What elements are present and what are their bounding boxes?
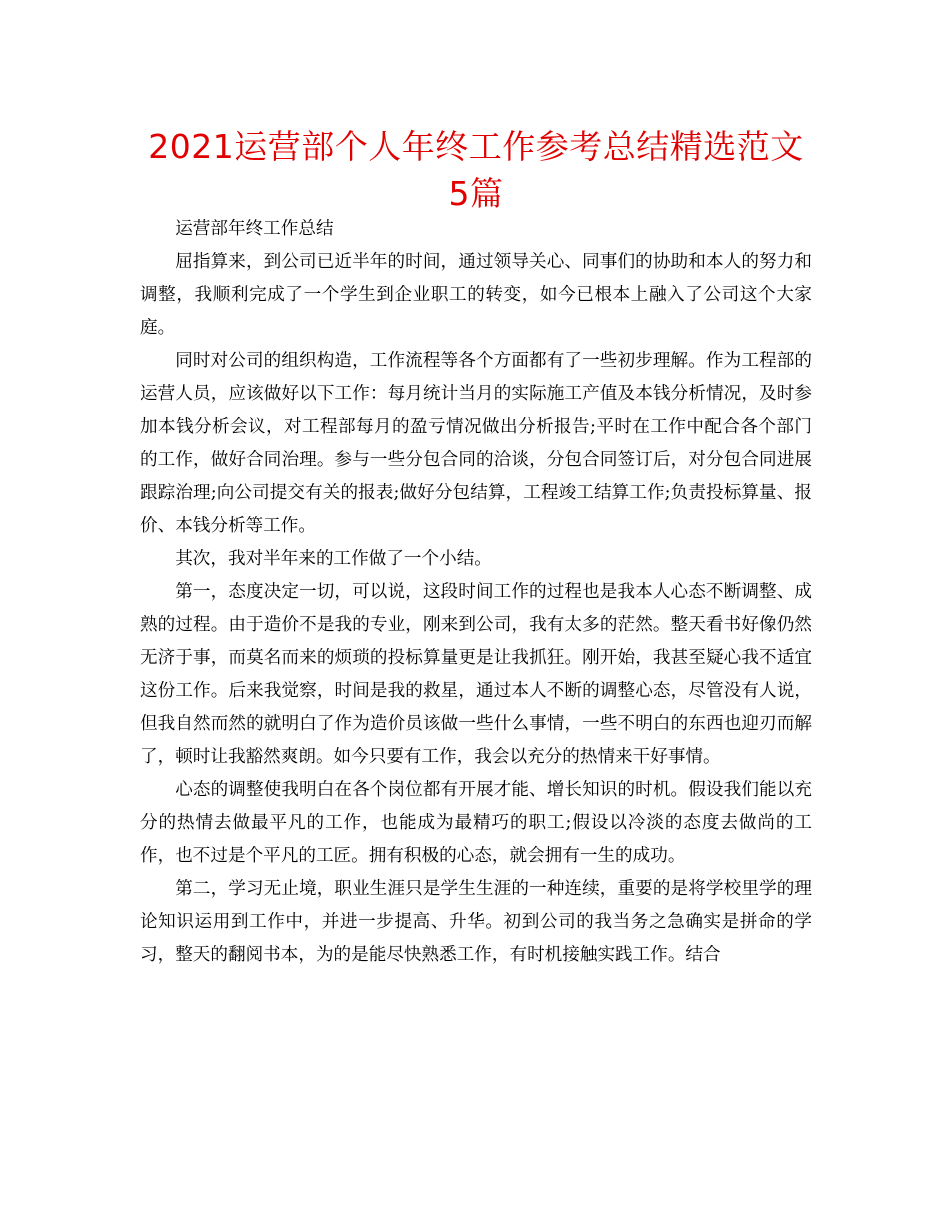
document-body [140, 213, 812, 972]
paragraph: 屈指算来，到公司已近半年的时间，通过领导关心、同事们的协助和本人的努力和调整，我顺利完成了一个学生到企业职工的转变，如今已根本上融入了公司这个大家庭。 [140, 252, 812, 338]
paragraph: 第二，学习无止境，职业生涯只是学生生涯的一种连续，重要的是将学校里学的理论知识运用到工作中，并进一步提高、升华。初到公司的我当务之急确实是拼命的学习，整天的翻阅书本，为的是能尽快熟悉工作，有时机接触实践工作。结合 [140, 879, 812, 965]
paragraph: 心态的调整使我明白在各个岗位都有开展才能、增长知识的时机。假设我们能以充分的热情去做最平凡的工作，也能成为最精巧的职工;假设以冷淡的态度去做尚的工作，也不过是个平凡的工匠。拥有积极的心态，就会拥有一生的成功。 [140, 780, 812, 866]
paragraph: 第一，态度决定一切，可以说，这段时间工作的过程也是我本人心态不断调整、成熟的过程。由于造价不是我的专业，刚来到公司，我有太多的茫然。整天看书好像仍然无济于事，而莫名而来的烦琐的投标算量更是让我抓狂。刚开始，我甚至疑心我不适宜这份工作。后来我觉察，时间是我的救星，通过本人不断的调整心态，尽管没有人说，但我自然而然的就明白了作为造价员该做一些什么事情，一些不明白的东西也迎刃而解了，顿时让我豁然爽朗。如今只要有工作，我会以充分的热情来干好事情。 [140, 582, 812, 767]
paragraph: 其次，我对半年来的工作做了一个小结。 [175, 549, 492, 569]
document-title: 2021运营部个人年终工作参考总结精选范文5篇 [148, 127, 804, 213]
section-heading: 运营部年终工作总结 [175, 219, 334, 239]
paragraph: 同时对公司的组织构造，工作流程等各个方面都有了一些初步理解。作为工程部的运营人员，应该做好以下工作：每月统计当月的实际施工产值及本钱分析情况，及时参加本钱分析会议，对工程部每月的盈亏情况做出分析报告;平时在工作中配合各个部门的工作，做好合同治理。参与一些分包合同的洽谈，分包合同签订后，对分包合同进展跟踪治理;向公司提交有关的报表;做好分包结算，工程竣工结算工作;负责投标算量、报价、本钱分析等工作。 [140, 351, 812, 536]
